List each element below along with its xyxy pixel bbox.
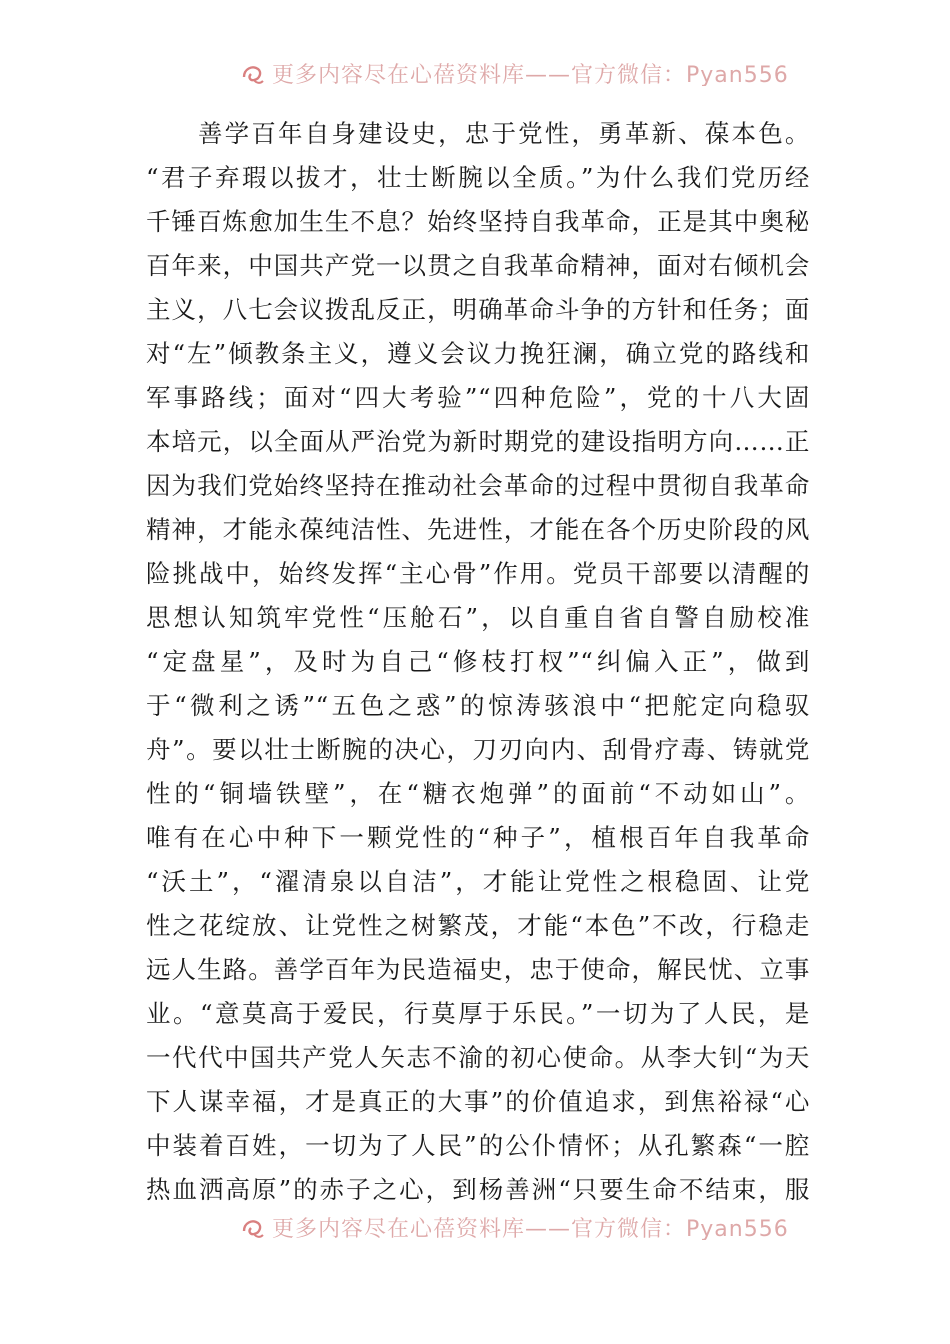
text-line-2: “君子弃瑕以拔才，壮士断腕以全质。”为什么我们党历经 [146, 163, 810, 192]
text-line-17: 唯有在心中种下一颗党性的“种子”，植根百年自我革命 [146, 823, 810, 852]
text-line-16: 性的“铜墙铁壁”，在“糖衣炮弹”的面前“不动如山”。 [146, 779, 810, 808]
text-line-8: 本培元，以全面从严治党为新时期党的建设指明方向……正 [146, 427, 810, 456]
text-line-11: 险挑战中，始终发挥“主心骨”作用。党员干部要以清醒的 [146, 559, 810, 588]
text-line-9: 因为我们党始终坚持在推动社会革命的过程中贯彻自我革命 [146, 471, 810, 500]
watermark-footer-inner [240, 1212, 789, 1240]
text-line-19: 性之花绽放、让党性之树繁茂，才能“本色”不改，行稳走 [146, 911, 810, 940]
watermark-header-inner [240, 58, 789, 86]
text-line-10: 精神，才能永葆纯洁性、先进性，才能在各个历史阶段的风 [146, 515, 810, 544]
watermark-header [0, 52, 950, 86]
text-line-21: 业。“意莫高于爱民，行莫厚于乐民。”一切为了人民，是 [146, 999, 810, 1028]
text-line-5: 主义，八七会议拨乱反正，明确革命斗争的方针和任务；面 [146, 295, 810, 324]
text-line-3: 千锤百炼愈加生生不息？始终坚持自我革命，正是其中奥秘 [146, 207, 810, 236]
text-line-15: 舟”。要以壮士断腕的决心，刀刃向内、刮骨疗毒、铸就党 [146, 735, 810, 764]
text-line-18: “沃土”，“濯清泉以自洁”，才能让党性之根稳固、让党 [146, 867, 810, 896]
text-line-7: 军事路线；面对“四大考验”“四种危险”，党的十八大固 [146, 383, 810, 412]
watermark-logo-icon [240, 61, 266, 87]
text-line-24: 中装着百姓，一切为了人民”的公仆情怀；从孔繁森“一腔 [146, 1131, 810, 1160]
text-line-12: 思想认知筑牢党性“压舱石”，以自重自省自警自励校准 [146, 603, 810, 632]
text-line-6: 对“左”倾教条主义，遵义会议力挽狂澜，确立党的路线和 [146, 339, 810, 368]
text-line-20: 远人生路。善学百年为民造福史，忠于使命，解民忧、立事 [146, 955, 810, 984]
text-line-13: “定盘星”，及时为自己“修枝打杈”“纠偏入正”，做到 [146, 647, 810, 676]
text-line-22: 一代代中国共产党人矢志不渝的初心使命。从李大钊“为天 [146, 1043, 810, 1072]
document-body [146, 112, 810, 1212]
watermark-header-text: 更多内容尽在心蓓资料库——官方微信：Pyan556 [272, 63, 789, 86]
text-line-4: 百年来，中国共产党一以贯之自我革命精神，面对右倾机会 [146, 251, 810, 280]
watermark-logo-icon [240, 1215, 266, 1241]
text-line-25: 热血洒高原”的赤子之心，到杨善洲“只要生命不结束，服 [146, 1175, 810, 1204]
watermark-footer-text: 更多内容尽在心蓓资料库——官方微信：Pyan556 [272, 1217, 789, 1240]
text-line-14: 于“微利之诱”“五色之惑”的惊涛骇浪中“把舵定向稳驭 [146, 691, 810, 720]
text-line-23: 下人谋幸福，才是真正的大事”的价值追求，到焦裕禄“心 [146, 1087, 810, 1116]
watermark-footer [0, 1206, 950, 1240]
text-line-1: 善学百年自身建设史，忠于党性，勇革新、葆本色。 [198, 119, 810, 148]
